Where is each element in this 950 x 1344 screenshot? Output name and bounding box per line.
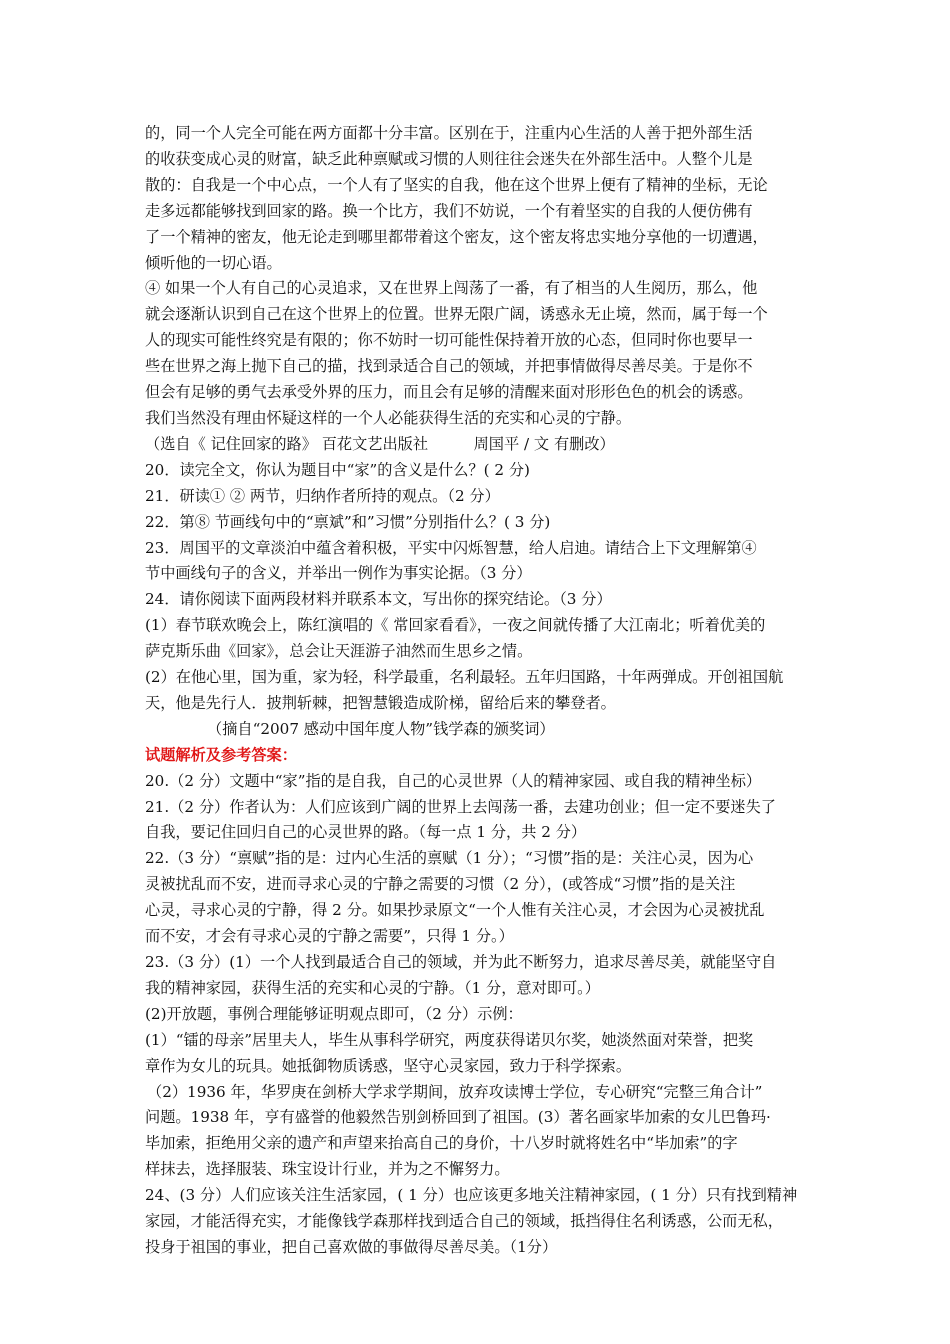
answers-heading: 试题解析及参考答案：: [145, 745, 297, 764]
text-line: 我们当然没有理由怀疑这样的一个人必能获得生活的充实和心灵的宁静。: [145, 408, 631, 427]
material-1: [145, 613, 820, 665]
source-citation: （选自《 记住回家的路》 百花文艺出版社 周国平 / 文 有删改）: [145, 434, 615, 453]
example-1-line: 章作为女儿的玩具。她抵御物质诱惑，坚守心灵家园，致力于科学探索。: [145, 1056, 631, 1075]
text-line: 人的现实可能性终究是有限的；你不妨时一切可能性保持着开放的心态，但同时你也要早一: [145, 331, 753, 350]
question-20: [145, 458, 820, 484]
answer-24-line: 家园，才能活得充实，才能像钱学森那样找到适合自己的领域，抵挡得住名利诱惑，公而无私，: [145, 1212, 783, 1231]
example-1-line: (1）“镭的母亲”居里夫人，毕生从事科学研究，两度获得诺贝尔奖，她淡然面对荣誉，把奖: [145, 1030, 754, 1049]
answer-21-line: 21.（2 分）作者认为：人们应该到广阔的世界上去闯荡一番，去建功创业；但一定不要迷失了: [145, 797, 776, 816]
answer-23-line: 23.（3 分）(1）一个人找到最适合自己的领域，并为此不断努力，追求尽善尽美，就能坚守自: [145, 953, 777, 971]
text-line: 21．研读① ② 两节，归纳作者所持的观点。（2 分）: [145, 486, 500, 505]
text-line: 走多远都能够找到回家的路。换一个比方，我们不妨说，一个有着坚实的自我的人便仿佛有: [145, 201, 753, 220]
answer-24-line: 投身于祖国的事业，把自己喜欢做的事做得尽善尽美。（1分）: [145, 1237, 558, 1256]
text-line: 天，他是先行人．披荆斩棘，把智慧锻造成阶梯，留给后来的攀登者。: [145, 693, 616, 712]
answer-20: 20.（2 分）文题中“家”指的是自我，自己的心灵世界（人的精神家园、或自我的精神坐标）: [145, 771, 762, 790]
question-22: [145, 510, 820, 536]
text-line: 22．第⑧ 节画线句中的“禀斌”和”习惯”分别指什么？( 3 分): [145, 512, 551, 531]
text-line: 了一个精神的密友，他无论走到哪里都带着这个密友，这个密友将忠实地分享他的一切遭遇，: [145, 227, 768, 246]
answer-22-line: 22.（3 分）“禀赋”指的是：过内心生活的禀赋（1 分）；“习惯”指的是：关注心灵，因为心: [145, 849, 754, 868]
article-paragraph-3: [145, 121, 820, 276]
example-2-3-line: 毕加索，拒绝用父亲的遗产和声望来抬高自己的身价，十八岁时就将姓名中“毕加索”的字: [145, 1134, 738, 1153]
answer-24-line: 24、(3 分）人们应该关注生活家园，( 1 分）也应该更多地关注精神家园，( 1 分）只有找到精神: [145, 1186, 798, 1205]
text-line: 20．读完全文，你认为题目中“家”的含义是什么？( 2 分): [145, 460, 530, 479]
text-line: 就会逐渐认识到自己在这个世界上的位置。世界无限广阔，诱惑永无止境，然而，属于每一个: [145, 305, 768, 324]
text-line: 倾听他的一切心语。: [145, 253, 282, 272]
text-line: ④ 如果一个人有自己的心灵追求，又在世界上闯荡了一番，有了相当的人生阅历，那么，他: [145, 279, 758, 298]
answer-22-line: 而不安，才会有寻求心灵的宁静之需要”，只得 1 分。）: [145, 927, 514, 946]
question-24: [145, 587, 820, 613]
answer-21-line: 自我，要记住回归自己的心灵世界的路。（每一点 1 分，共 2 分）: [145, 823, 587, 842]
answers-section: [145, 743, 820, 1261]
text-line: 的收获变成心灵的财富，缺乏此种禀赋或习惯的人则往往会迷失在外部生活中。人整个儿是: [145, 149, 753, 168]
question-21: [145, 484, 820, 510]
answer-23-part-2: (2)开放题，事例合理能够证明观点即可，（2 分）示例：: [145, 1004, 523, 1023]
text-line: (1）春节联欢晚会上，陈红演唱的《 常回家看看》，一夜之间就传播了大江南北；听着优美的: [145, 616, 766, 635]
answer-22-line: 心灵，寻求心灵的宁静，得 2 分。如果抄录原文“一个人惟有关注心灵，才会因为心灵被扰乱: [145, 901, 765, 920]
text-line: 24．请你阅读下面两段材料并联系本文，写出你的探究结论。（3 分）: [145, 590, 612, 609]
example-2-3-line: （2）1936 年，华罗庚在剑桥大学求学期间，放弃攻读博士学位，专心研究“完整三角合计”: [147, 1082, 763, 1101]
text-line: 但会有足够的勇气去承受外界的压力，而且会有足够的清醒来面对形形色色的机会的诱惑。: [145, 383, 753, 402]
answer-22-line: 灵被扰乱而不安，进而寻求心灵的宁静之需要的习惯（2 分），(或答成“习惯”指的是关注: [145, 875, 736, 894]
text-line: 的，同一个人完全可能在两方面都十分丰富。区别在于，注重内心生活的人善于把外部生活: [145, 124, 753, 142]
example-2-3-line: 样抹去，选择服装、珠宝设计行业，并为之不懈努力。: [145, 1160, 510, 1179]
material-2: [145, 665, 820, 743]
material-2-source: （摘自“2007 感动中国年度人物”钱学森的颁奖词）: [207, 719, 555, 738]
text-line: 节中画线句子的含义，并举出一例作为事实论据。（3 分）: [145, 564, 532, 583]
text-line: (2）在他心里，国为重，家为轻，科学最重，名利最轻。五年归国路，十年两弹成。开创祖国航: [145, 668, 784, 687]
text-line: 萨克斯乐曲《回家》，总会让天涯游子油然而生思乡之情。: [145, 642, 533, 661]
text-line: 散的：自我是一个中心点，一个人有了坚实的自我，他在这个世界上便有了精神的坐标，无论: [145, 175, 768, 194]
article-paragraph-4: [145, 276, 820, 431]
answer-23-line: 我的精神家园，获得生活的充实和心灵的宁静。（1 分，意对即可。）: [145, 978, 600, 997]
example-2-3-line: 问题。1938 年，亨有盛誉的他毅然告别剑桥回到了祖国。(3）著名画家毕加索的女儿巴鲁玛·: [145, 1108, 771, 1127]
question-23: [145, 536, 820, 588]
article-source: [145, 432, 820, 458]
text-line: 23．周国平的文章淡泊中蕴含着积极，平实中闪烁智慧，给人启迪。请结合上下文理解第④: [145, 538, 757, 557]
text-line: 些在世界之海上抛下自己的描，找到录适合自己的领域，并把事情做得尽善尽美。于是你不: [145, 357, 753, 376]
